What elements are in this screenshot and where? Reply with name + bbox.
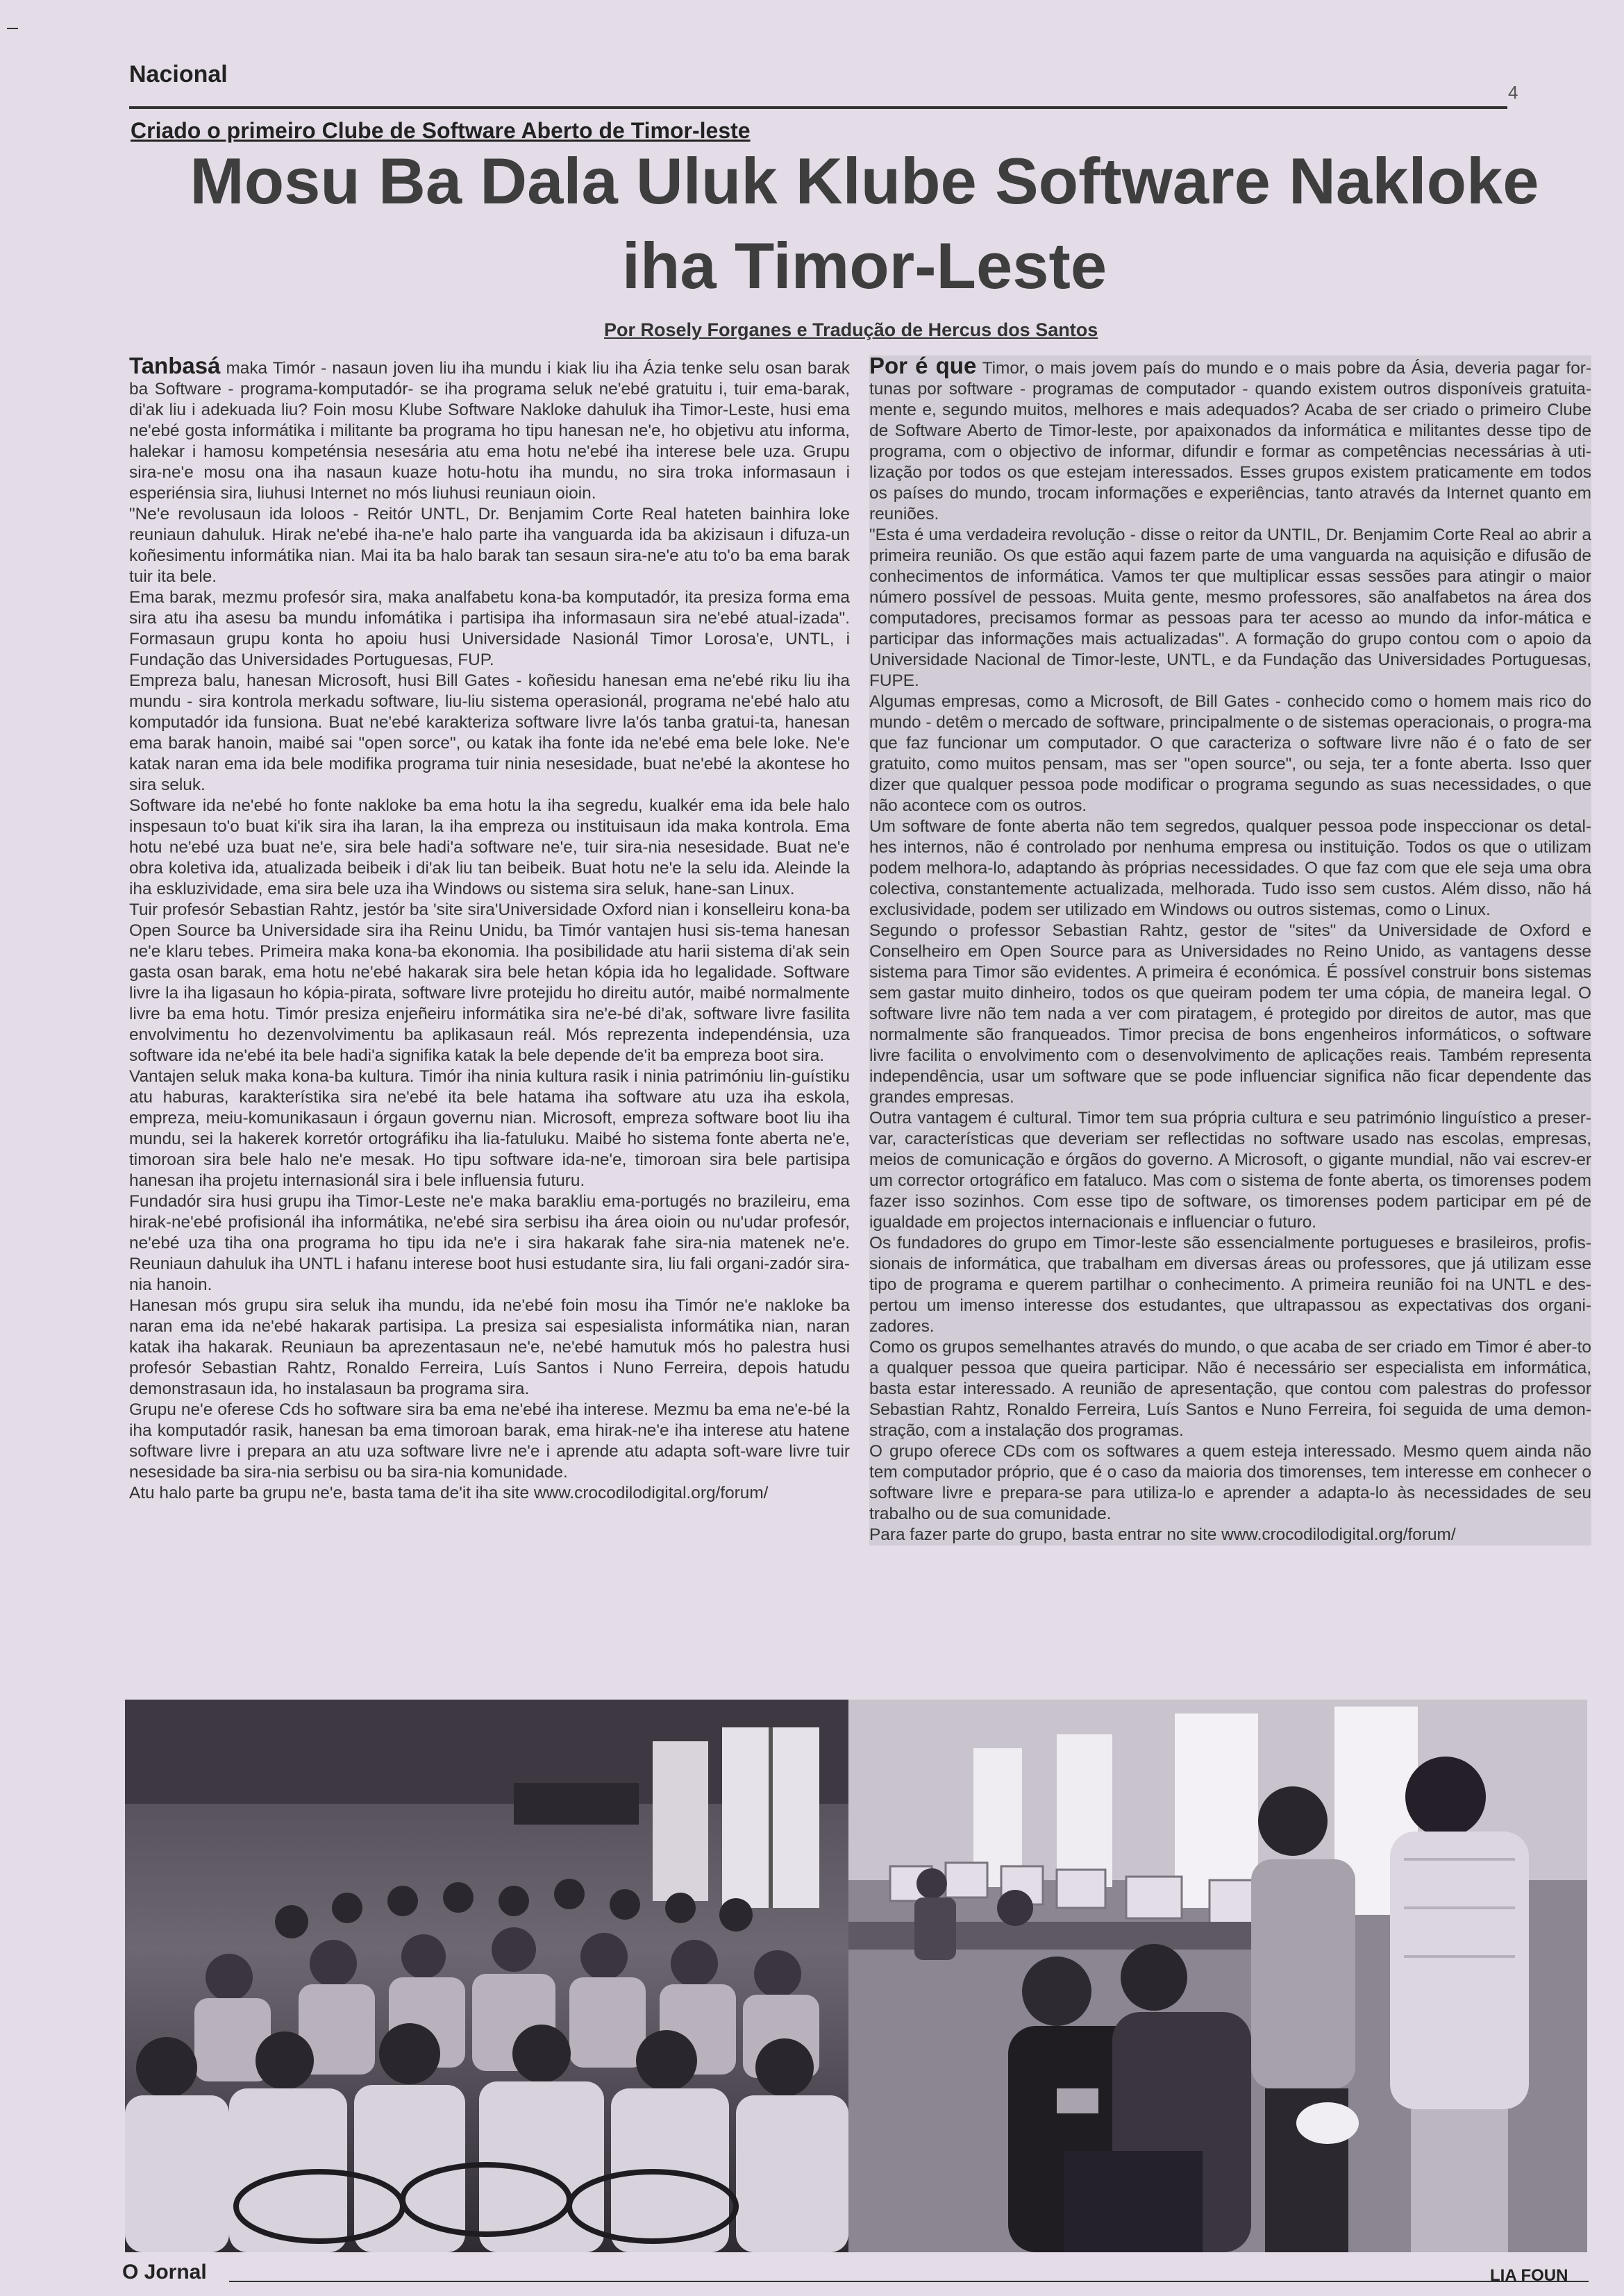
tetum-lead-word: Tanbasá: [129, 353, 221, 378]
tetum-column: [129, 355, 850, 1504]
tetum-paragraph: Empreza balu, hanesan Microsoft, husi Bill Gates - koñesidu hanesan ema ne'ebé riku liu iha mundu - sira kontrola merkadu software, liu-liu sistema operasionál, programa ne'ebé halo atu komputadór ida funsiona. Buat ne'ebé karakteriza software livre la'ós tanba gratui-ta, hanesan ema barak hanoin, maibé sai "open sorce", ou katak iha fonte ida ne'ebé ema bele loke. Ne'e katak naran ema ida bele modifika programa tuir ninia nesesidade, buat ne'ebé la akontese ho sira seluk.: [129, 671, 850, 794]
audience-photo-illustration: [125, 1700, 848, 2252]
scan-corner-mark: [7, 28, 18, 29]
tetum-paragraph: "Ne'e revolusaun ida loloos - Reitór UNTL, Dr. Benjamim Corte Real hateten bainhira loke reuniaun dahuluk. Hirak ne'ebé iha-ne'e halo parte iha vanguarda ida ba akizisaun i difuza-un koñesimentu informátika nian. Mai ita ba halo barak tan sesaun sira-ne'e atu to'o ba ema barak tuir ita bele.: [129, 505, 850, 586]
footer-publication: O Jornal: [122, 2261, 207, 2284]
tetum-paragraph: Fundadór sira husi grupu iha Timor-Leste ne'e maka barakliu ema-portugés no brazileiru, ema hirak-ne'ebé profisionál iha informátika, ne'ebé sira serbisu iha área oioin ou nu'udar profesór, ne'ebé uza tiha ona programa ho tipu ida ne'e i sira hakarak fahe sira-nia matenek ne'e. Reuniaun dahuluk iha UNTL i hafanu interese boot husi estudante sira, liu fali organi-zadór sira-nia hanoin.: [129, 1192, 850, 1294]
portuguese-paragraph: Os fundadores do grupo em Timor-leste são essencialmente portugueses e brasileiros, profis-sionais de informática, que trabalham em diversas áreas ou professores, que já utilizam esse tipo de programa e querem partilhar o conhecimento. A primeira reunião foi na UNTL e des-pertou um imenso interesse dos estudantes, que ultrapassou as expectativas dos organi-zadores.: [869, 1234, 1591, 1336]
section-label: Nacional: [129, 61, 228, 87]
portuguese-paragraph: Um software de fonte aberta não tem segredos, qualquer pessoa pode inspeccionar os detal-hes internos, não é controlado por nenhuma empresa ou instituição. Todos os que o utilizam podem melhora-lo, adaptando às próprias necessidades. O que faz com que ele seja uma obra colectiva, constantemente actualizada, melhorada. Tudo isso sem custos. Além disso, não há exclusividade, podem ser utilizado em Windows ou outros sistemas, como o Linux.: [869, 817, 1591, 919]
portuguese-paragraph: Como os grupos semelhantes através do mundo, o que acaba de ser criado em Timor é aber-to a qualquer pessoa que queira participar. Não é necessário ser especialista em informática, basta estar interessado. A reunião de apresentação, que contou com palestras do professor Sebastian Rahtz, Ronaldo Ferreira, Luís Santos e Nuno Ferreira, foi seguida de uma demon-stração, com a instalação dos programas.: [869, 1338, 1591, 1440]
tetum-paragraph: Hanesan mós grupu sira seluk iha mundu, ida ne'ebé foin mosu iha Timór ne'e nakloke ba naran ema ida ne'ebé hakarak partisipa. La presiza sai espesialista informátika nian, naran katak iha hakarak. Reuniaun ba aprezentasaun ne'e, ne'ebé hamutuk mós ho palestra husi profesór Sebastian Rahtz, Ronaldo Ferreira, Luís Santos i Nuno Ferreira, depois hatudu demonstrasaun ida, ho instalasaun ba programa sira.: [129, 1296, 850, 1398]
footer-section: LIA FOUN: [1490, 2266, 1568, 2285]
page-number: 4: [1508, 82, 1518, 103]
footer-rule: [229, 2281, 1589, 2282]
tetum-paragraph: Atu halo parte ba grupu ne'e, basta tama de'it iha site www.crocodilodigital.org/forum/: [129, 1484, 769, 1502]
portuguese-paragraph: Algumas empresas, como a Microsoft, de Bill Gates - conhecido como o homem mais rico do mundo - detêm o mercado de software, principalmente o de sistemas operacionais, o progra-ma que faz funcionar um computador. O que caracteriza o software livre não é o fato de ser gratuito, como muitos pensam, mas ser "open source", ou seja, ter a fonte aberta. Isso quer dizer que qualquer pessoa pode modificar o programa segundo as suas necessidades, o que não acontece com os outros.: [869, 692, 1591, 815]
portuguese-paragraph: Outra vantagem é cultural. Timor tem sua própria cultura e seu património linguístico a preser-var, características que deveriam ser reflectidas no software usado nas escolas, empresas, meios de comunicação e órgãos do governo. A Microsoft, o gigante mundial, não vai escrev-er um corrector ortográfico em fataluco. Mas com o sistema de fonte aberta, os timorenses podem fazer isso sozinhos. Com esse tipo de software, os timorenses podem participar em pé de igualdade em projectos internacionais e influenciar o futuro.: [869, 1109, 1591, 1232]
portuguese-column: [869, 355, 1591, 1545]
article-kicker: Criado o primeiro Clube de Software Aberto de Timor-leste: [131, 118, 751, 143]
tetum-paragraph: Tanbasá maka Timór - nasaun joven liu iha mundu i kiak liu iha Ázia tenke selu osan barak ba Software - programa-komputadór- se iha programa seluk ne'ebé gratuitu i, tuir ema-barak, di'ak liu i adekuada liu? Foin mosu Klube Software Nakloke dahuluk iha Timor-Leste, husi ema ne'ebé gosta informátika i militante ba programa ho tipu hanesan ne'e, ho objetivu atu informa, halekar i hamosu kompeténsia nesesária atu ema hotu ne'ebé iha interese bele uza. Grupu sira-ne'e mosu ona iha nasaun kuaze hotu-hotu iha mundu, no sira troka informasaun i esperiénsia sira, liuhusi Internet no mós liuhusi reuniaun oioin.: [129, 353, 850, 503]
portuguese-paragraph: O grupo oferece CDs com os softwares a quem esteja interessado. Mesmo quem ainda não tem computador próprio, que é o caso da maioria dos timorenses, tem interesse em conhecer o software livre e prepara-se para utiliza-lo e aprender a adapta-lo às necessidades de seu trabalho ou de sua comunidade.: [869, 1442, 1591, 1523]
computer-lab-photo: [848, 1700, 1587, 2252]
article-byline: Por Rosely Forganes e Tradução de Hercus dos Santos: [604, 319, 1098, 340]
portuguese-paragraph: Segundo o professor Sebastian Rahtz, gestor de "sites" da Universidade de Oxford e Conselheiro em Open Source para as Universidades no Reino Unido, as vantagens desse sistema para Timor são evidentes. A primeira é económica. É possível construir bons sistemas sem gastar muito dinheiro, todos os que queiram podem ter uma cópia, de maneira legal. O software livre não tem nada a ver com piratagem, é protegido por direitos de autor, mas que normalmente são franqueados. Timor precisa de bons engenheiros informáticos, o software livre facilita o envolvimento com o desenvolvimento de aplicações reais. Também representa independência, usar um software que se pode influenciar significa não ficar dependente das grandes empresas.: [869, 921, 1591, 1107]
tetum-paragraph: Tuir profesór Sebastian Rahtz, jestór ba 'site sira'Universidade Oxford nian i konselleiru kona-ba Open Source ba Universidade sira iha Reinu Unidu, ba Timór vantajen husi sis-tema hanesan ne'e klaru tebes. Primeira maka kona-ba ekonomia. Iha posibilidade atu harii sistema di'ak sein gasta osan barak, ema hotu ne'ebé hakarak sira bele hetan kópia ida ho legalidade. Software livre la iha ligasaun ho kópia-pirata, software livre protejidu ho direitu autór, maibé normalmente livre ba ema hotu. Timór presiza enjeñeiru informátika sira ne'e-bé di'ak, software livre fasilita envolvimentu ho dezenvolvimentu ba aplikasaun reál. Mós reprezenta independénsia, uza software ida ne'ebé ita bele hadi'a signifika katak la bele depende de'it ba empreza boot sira.: [129, 900, 850, 1065]
computer-lab-photo-illustration: [848, 1700, 1587, 2252]
header-rule: [129, 106, 1507, 109]
article-headline: Mosu Ba Dala Uluk Klube Software Nakloke iha Timor-Leste: [190, 144, 1539, 302]
photo-strip: [125, 1700, 1587, 2252]
portuguese-paragraph: Para fazer parte do grupo, basta entrar no site www.crocodilodigital.org/forum/: [869, 1525, 1456, 1544]
tetum-paragraph: Ema barak, mezmu profesór sira, maka analfabetu kona-ba komputadór, ita presiza forma ema sira atu iha asesu ba mundu infomátika i partisipa iha informasaun sira ne'ebé atual-izada". Formasaun grupu konta ho apoiu husi Universidade Nasionál Timor Lorosa'e, UNTL, i Fundação das Universidades Portuguesas, FUP.: [129, 588, 850, 669]
portuguese-lead-word: Por é que: [869, 353, 977, 378]
tetum-paragraph: Software ida ne'ebé ho fonte nakloke ba ema hotu la iha segredu, kualkér ema ida bele halo inspesaun to'o buat ki'ik sira iha laran, la iha empreza ou instituisaun ida maka kontrola. Ema hotu ne'ebé uza buat ne'e, sira bele hadi'a software ne'e, tuir sira-nia nesesidade. Buat ne'e obra koletiva ida, atualizada beibeik i di'ak liu tan beibeik. Buat hotu ne'e la selu ida. Aleinde la iha eskluzividade, ema sira bele uza iha Windows ou sistema sira seluk, hane-san Linux.: [129, 796, 850, 898]
portuguese-paragraph: "Esta é uma verdadeira revolução - disse o reitor da UNTIL, Dr. Benjamim Corte Real ao abrir a primeira reunião. Os que estão aqui fazem parte de uma vanguarda na aquisição e difusão de conhecimentos de informática. Vamos ter que multiplicar essas sessões para atingir o maior número possível de pessoas. Muita gente, mesmo professores, são analfabetos na área dos computadores, precisamos formar as pessoas para ter acesso ao mundo da infor-mática e participar das informações mais actualizadas". A formação do grupo contou com o apoio da Universidade Nacional de Timor-leste, UNTL, e da Fundação das Universidades Portuguesas, FUPE.: [869, 526, 1591, 690]
portuguese-paragraph: Por é que Timor, o mais jovem país do mundo e o mais pobre da Ásia, deveria pagar for-tunas por software - programas de computador - quando existem outros disponíveis gratuita-mente e, segundo muitos, melhores e mais adequados? Acaba de ser criado o primeiro Clube de Software Aberto de Timor-leste, por apaixonados da informática e militantes desse tipo de programa, com o objectivo de informar, difundir e formar as competências necessárias à uti-lização por todos os que estejam interessados. Esses grupos existem praticamente em todos os países do mundo, trocam informações e experiências, tanto através da Internet quanto em reuniões.: [869, 353, 1591, 523]
tetum-paragraph: Grupu ne'e oferese Cds ho software sira ba ema ne'ebé iha interese. Mezmu ba ema ne'e-bé la iha komputadór rasik, hanesan ba ema timoroan barak, ema hirak-ne'e iha interese atu hatene software livre i prepara an atu uza software livre ne'e i aprende atu adapta soft-ware livre tuir nesesidade ba sira-nia serbisu ou ba sira-nia komunidade.: [129, 1400, 850, 1482]
tetum-paragraph: Vantajen seluk maka kona-ba kultura. Timór iha ninia kultura rasik i ninia patrimóniu lin-guístiku atu haburas, karakterístika sira ne'ebé ita bele hatama iha software atu uza iha eskola, empreza, meiu-komunikasaun i órgaun governu nian. Microsoft, empreza software boot liu iha mundu, sei la hakerek korretór ortográfiku iha lia-fatuluku. Maibé ho sistema fonte aberta ne'e, timoroan sira bele halo ne'e mesak. Ho tipu software ida-ne'e, timoroan sira bele partisipa hanesan iha projetu internasionál sira i bele influensia futuru.: [129, 1067, 850, 1190]
audience-photo: [125, 1700, 848, 2252]
